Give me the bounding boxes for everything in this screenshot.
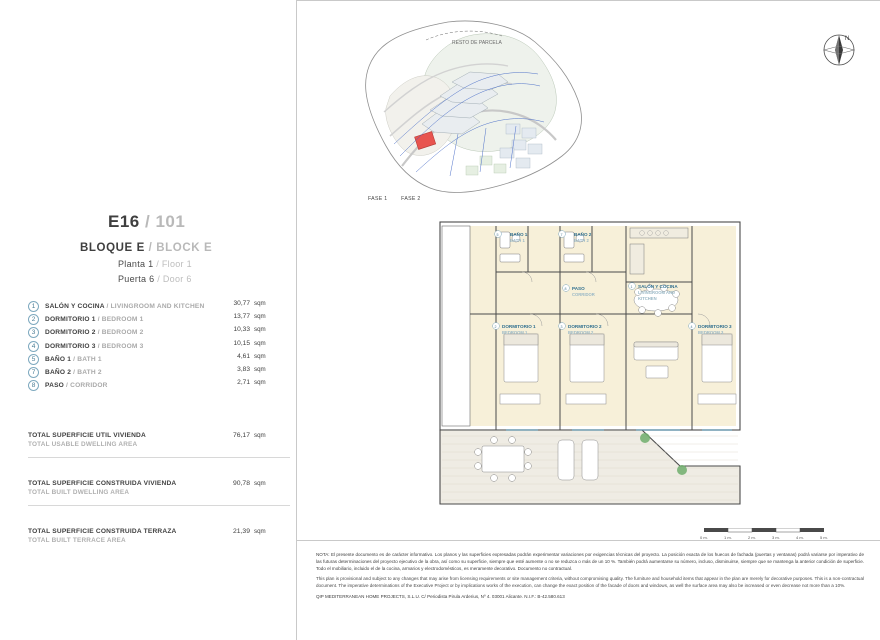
total-built-dwelling	[28, 480, 290, 506]
room-name: DORMITORIO 1 / BEDROOM 1	[45, 316, 144, 324]
label-bed2-alt: BEDROOM 2	[568, 330, 594, 335]
scale-bar	[700, 528, 850, 544]
divider	[28, 457, 290, 458]
room-area-unit: sqm	[254, 326, 266, 334]
svg-text:5: 5	[496, 232, 499, 237]
total-label-en: TOTAL BUILT TERRACE AREA	[28, 537, 126, 544]
label-bed3: DORMITORIO 3	[698, 324, 732, 329]
door-label: Puerta 6	[118, 274, 155, 284]
room-area-unit: sqm	[254, 365, 266, 373]
svg-text:2: 2	[494, 324, 497, 329]
room-name: BAÑO 2 / BATH 2	[45, 369, 102, 377]
room-area: 4,61	[237, 352, 250, 360]
divider	[28, 505, 290, 506]
schedule-row	[28, 340, 290, 353]
floor-plan	[430, 214, 760, 524]
room-number-badge: 8	[28, 380, 39, 391]
unit-code: E16	[108, 212, 140, 231]
room-number-badge: 1	[28, 301, 39, 312]
scale-tick: 1 m.	[724, 535, 732, 540]
schedule-row	[28, 326, 290, 339]
total-value: 21,39	[232, 528, 250, 535]
door-line	[0, 274, 296, 284]
note-spanish: NOTA: El presente documento es de carácter informativo. Los planos y las superficies expresadas podrán experimentar variaciones por exigencias técnicas del proyecto. La posición exacta de los huecos de fachada (puertas y ventanas) podrá variarse por imperativo de las futuras determinaciones del proyecto ejecutivo de la obra, así como su superficie, siempre que esté aumente o no se reduzca o más de un 10 %. También podrá aumentarse su número, incluso, disminuirse, siempre que se mantenga la anterior condición de superficie. Todo el mobiliario, incluido el de la cocina, armarios y electrodomésticos, es meramente decorativo. Documento no contractual.	[316, 552, 864, 571]
room-name: DORMITORIO 2 / BEDROOM 2	[45, 329, 144, 337]
scale-tick: 0 m.	[700, 535, 708, 540]
scale-tick: 5 m.	[820, 535, 828, 540]
block-label: BLOQUE E	[80, 242, 145, 254]
total-label-es: TOTAL SUPERFICIE CONSTRUIDA VIVIENDA	[28, 480, 177, 487]
total-built-terrace	[28, 528, 290, 544]
unit-title: E16 / 101	[108, 212, 186, 231]
room-area: 3,83	[237, 365, 250, 373]
site-plan	[330, 16, 630, 206]
schedule-row	[28, 379, 290, 392]
legal-note	[316, 552, 864, 605]
total-value: 90,78	[232, 480, 250, 487]
room-area-unit: sqm	[254, 379, 266, 387]
phase-1-label: FASE 1	[368, 196, 388, 202]
unit-number: 101	[155, 212, 186, 231]
floor-line	[0, 259, 296, 269]
total-unit: sqm	[254, 528, 266, 535]
floor-label: Planta 1	[118, 259, 154, 269]
room-name: BAÑO 1 / BATH 1	[45, 355, 102, 363]
room-area-unit: sqm	[254, 339, 266, 347]
svg-text:3: 3	[560, 324, 563, 329]
label-living: SALÓN Y COCINA	[638, 284, 678, 289]
room-area: 10,33	[233, 326, 250, 334]
room-number-badge: 7	[28, 367, 39, 378]
title-block	[0, 212, 296, 284]
total-label-en: TOTAL BUILT DWELLING AREA	[28, 489, 130, 496]
room-name: DORMITORIO 3 / BEDROOM 3	[45, 342, 144, 350]
room-name-alt: / BATH 1	[73, 355, 102, 363]
block-label-alt: / BLOCK E	[148, 242, 213, 254]
block-line	[0, 242, 296, 254]
room-area: 30,77	[233, 300, 250, 307]
label-bed1: DORMITORIO 1	[502, 324, 536, 329]
label-living-alt2: KITCHEN	[638, 296, 657, 301]
label-bath1: BAÑO 1	[510, 232, 528, 237]
vertical-divider	[296, 0, 297, 640]
phase-2-label: FASE 2	[401, 196, 421, 202]
schedule-row	[28, 366, 290, 379]
total-value: 76,17	[232, 432, 250, 439]
compass-north-letter: N	[845, 36, 850, 42]
company-line: QIP MEDITERRANEAN HOME PROJECTS, S.L.U. C/ Periodista Pirula Arderius, Nº 4. 03001 Alicante. N.I.F.: B-42.580.613	[316, 594, 565, 600]
label-bath2-alt: BATH 2	[574, 238, 589, 243]
label-corridor: PASO	[572, 286, 585, 291]
totals-block	[28, 432, 290, 566]
scale-tick: 4 m.	[796, 535, 804, 540]
room-area-unit: sqm	[254, 313, 266, 321]
total-usable-dwelling	[28, 432, 290, 458]
room-number-badge: 3	[28, 327, 39, 338]
phase-legend	[368, 196, 433, 202]
svg-text:4: 4	[690, 324, 693, 329]
total-label-es: TOTAL SUPERFICIE UTIL VIVIENDA	[28, 432, 146, 439]
label-living-alt: LIVINGROOM AND	[638, 290, 676, 295]
room-number-badge: 4	[28, 341, 39, 352]
svg-text:8: 8	[564, 286, 567, 291]
room-area: 2,71	[237, 379, 250, 387]
room-area: 13,77	[233, 313, 250, 321]
schedule-row	[28, 353, 290, 366]
svg-text:1: 1	[630, 284, 633, 289]
svg-text:7: 7	[560, 232, 563, 237]
label-bed2: DORMITORIO 2	[568, 324, 602, 329]
room-area-unit: sqm	[254, 352, 266, 360]
top-divider	[296, 0, 880, 1]
room-number-badge: 2	[28, 314, 39, 325]
label-bath2: BAÑO 2	[574, 232, 592, 237]
room-name-alt: / BEDROOM 1	[97, 316, 144, 324]
total-unit: sqm	[254, 432, 266, 439]
total-unit: sqm	[254, 480, 266, 487]
label-bed3-alt: BEDROOM 3	[698, 330, 724, 335]
room-name-alt: / CORRIDOR	[66, 382, 108, 390]
door-label-alt: / Door 6	[157, 274, 192, 284]
total-label-en: TOTAL USABLE DWELLING AREA	[28, 441, 138, 448]
room-name-alt: / BEDROOM 2	[97, 329, 144, 337]
room-schedule	[28, 300, 290, 392]
room-number-badge: 5	[28, 354, 39, 365]
total-label-es: TOTAL SUPERFICIE CONSTRUIDA TERRAZA	[28, 528, 177, 535]
schedule-row	[28, 313, 290, 326]
room-name: PASO / CORRIDOR	[45, 382, 108, 390]
floor-label-alt: / Floor 1	[156, 259, 192, 269]
room-name-alt: / LIVINGROOM AND KITCHEN	[106, 303, 205, 311]
compass-icon	[815, 26, 863, 74]
room-name-alt: / BEDROOM 3	[97, 342, 144, 350]
plot-label: RESTO DE PARCELA	[452, 40, 502, 46]
label-corridor-alt: CORRIDOR	[572, 292, 595, 297]
schedule-row	[28, 300, 290, 313]
scale-tick: 3 m.	[772, 535, 780, 540]
room-name: SALÓN Y COCINA / LIVINGROOM AND KITCHEN	[45, 303, 205, 311]
room-name-alt: / BATH 2	[73, 369, 102, 377]
scale-tick: 2 m.	[748, 535, 756, 540]
note-english: This plan is provisional and subject to any changes that may arise from licensing requirements or site management criteria, without compromising quality. The furniture and household items that appear in the plan are merely for decorative purposes. This is a non-contractual document. The imperative determinations of the Executive Project or by implications works of the execution, can change the exact position of the facade of doors and windows, as well the surface area may also be increased or even decrease not more than a 10%.	[316, 576, 864, 589]
label-bath1-alt: BATH 1	[510, 238, 525, 243]
label-bed1-alt: BEDROOM 1	[502, 330, 528, 335]
room-area: 10,15	[233, 339, 250, 347]
room-area-unit: sqm	[254, 300, 266, 307]
